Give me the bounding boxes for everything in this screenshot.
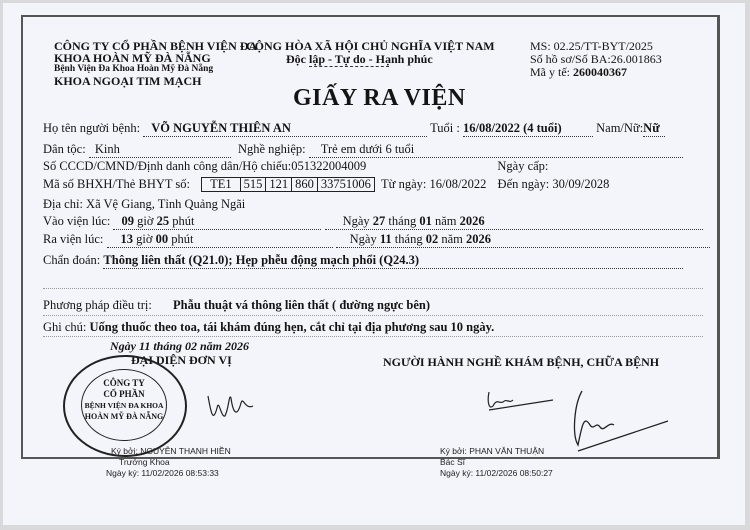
left-sign-title: ĐẠI DIỆN ĐƠN VỊ	[131, 353, 232, 367]
address-value: Xã Vệ Giang, Tỉnh Quảng Ngãi	[86, 197, 246, 211]
treatment-row: Phương pháp điều trị: Phẫu thuật vá thông liên thất ( đường ngực bên)	[43, 298, 431, 312]
dotted-line	[43, 315, 703, 316]
page-title: GIẤY RA VIỆN	[293, 85, 466, 111]
discharge-row: Ra viện lúc: 13 giờ 00 phút Ngày 11 tháng 02 năm 2026	[43, 232, 710, 248]
insurance-box: 860	[291, 177, 318, 192]
sign-date: Ngày 11 tháng 02 năm 2026	[110, 339, 250, 353]
right-signed-by: Ký bởi: PHAN VĂN THUẬN	[440, 446, 545, 456]
left-signed-by: Ký bởi: NGUYỄN THANH HIỀN	[111, 446, 231, 456]
form-code: MS: 02.25/TT-BYT/2025	[530, 39, 653, 53]
note-value: Uống thuốc theo toa, tái khám đúng hẹn, cắt chỉ tại địa phương sau 10 ngày.	[89, 320, 495, 334]
note-row: Ghi chú: Uống thuốc theo toa, tái khám đúng hẹn, cắt chỉ tại địa phương sau 10 ngày.	[43, 320, 495, 334]
valid-from: 16/08/2022	[429, 177, 487, 191]
citizen-id: 051322004009	[291, 159, 367, 173]
org-line-2: KHOA HOÀN MỸ ĐÀ NẴNG	[54, 51, 211, 65]
right-role: Bác Sĩ	[440, 457, 466, 467]
insurance-box: 515	[240, 177, 267, 192]
left-role: Trưởng Khoa	[119, 457, 170, 467]
diagnosis-value: Thông liên thất (Q21.0); Hẹp phễu động mạch phổi (Q24.3)	[103, 253, 683, 269]
dotted-line	[43, 288, 703, 289]
left-signed-at: Ngày ký: 11/02/2026 08:53:33	[106, 468, 219, 478]
insurance-box: 33751006	[317, 177, 375, 192]
record-number: Số hồ sơ/Số BA:26.001863	[530, 52, 662, 66]
valid-to: 30/09/2028	[552, 177, 610, 191]
diagnosis-row: Chẩn đoán: Thông liên thất (Q21.0); Hẹp phễu động mạch phổi (Q24.3)	[43, 253, 683, 269]
patient-name: VÕ NGUYỄN THIÊN AN	[143, 121, 427, 137]
treatment-value: Phẫu thuật vá thông liên thất ( đường ngực bên)	[173, 298, 431, 312]
insurance-box: TE1	[201, 177, 241, 192]
org-line-3: Bệnh Viện Đa Khoa Hoàn Mỹ Đà Nẵng	[54, 64, 214, 74]
job-value: Trẻ em dưới 6 tuổi	[309, 142, 683, 158]
right-signature	[568, 385, 678, 457]
patient-sex: Nữ	[643, 121, 665, 137]
company-stamp: CÔNG TY CỔ PHẦN BỆNH VIỆN ĐA KHOA HOÀN MỸ ĐÀ NẴNG	[63, 355, 187, 457]
patient-name-row: Họ tên người bệnh: VÕ NGUYỄN THIÊN AN Tuổi : 16/08/2022 (4 tuổi) Nam/Nữ:Nữ	[43, 121, 665, 137]
ethnic-job-row: Dân tộc: Kinh Nghề nghiệp: Trẻ em dưới 6 tuổi	[43, 142, 683, 158]
dotted-line	[43, 336, 703, 337]
insurance-box: 121	[265, 177, 292, 192]
nation-title: CỘNG HÒA XÃ HỘI CHỦ NGHĨA VIỆT NAM	[246, 39, 495, 53]
right-initials-signature	[483, 388, 563, 416]
insurance-row: Mã số BHXH/Thẻ BHYT số: TE1 515 121 860 33751006 Từ ngày: 16/08/2022 Đến ngày: 30/09/2028	[43, 177, 610, 191]
admission-row: Vào viện lúc: 09 giờ 25 phút Ngày 27 tháng 01 năm 2026	[43, 214, 703, 230]
citizen-id-row: Số CCCD/CMND/Định danh công dân/Hộ chiếu:051322004009 Ngày cấp:	[43, 159, 549, 173]
patient-age: 16/08/2022 (4 tuổi)	[463, 121, 593, 137]
motto-underline	[309, 66, 389, 67]
right-sign-title: NGƯỜI HÀNH NGHỀ KHÁM BỆNH, CHỮA BỆNH	[383, 355, 660, 369]
left-signature	[203, 388, 263, 428]
medical-id: Mã y tế: 260040367	[530, 65, 627, 79]
motto: Độc lập - Tự do - Hạnh phúc	[286, 52, 433, 66]
address-row: Địa chỉ: Xã Vệ Giang, Tỉnh Quảng Ngãi	[43, 197, 246, 211]
document-page	[3, 3, 745, 525]
org-line-1: CÔNG TY CỔ PHẦN BỆNH VIỆN ĐA	[54, 39, 258, 53]
right-signed-at: Ngày ký: 11/02/2026 08:50:27	[440, 468, 553, 478]
department: KHOA NGOẠI TIM MẠCH	[54, 74, 202, 88]
ethnic-value: Kinh	[89, 142, 231, 158]
